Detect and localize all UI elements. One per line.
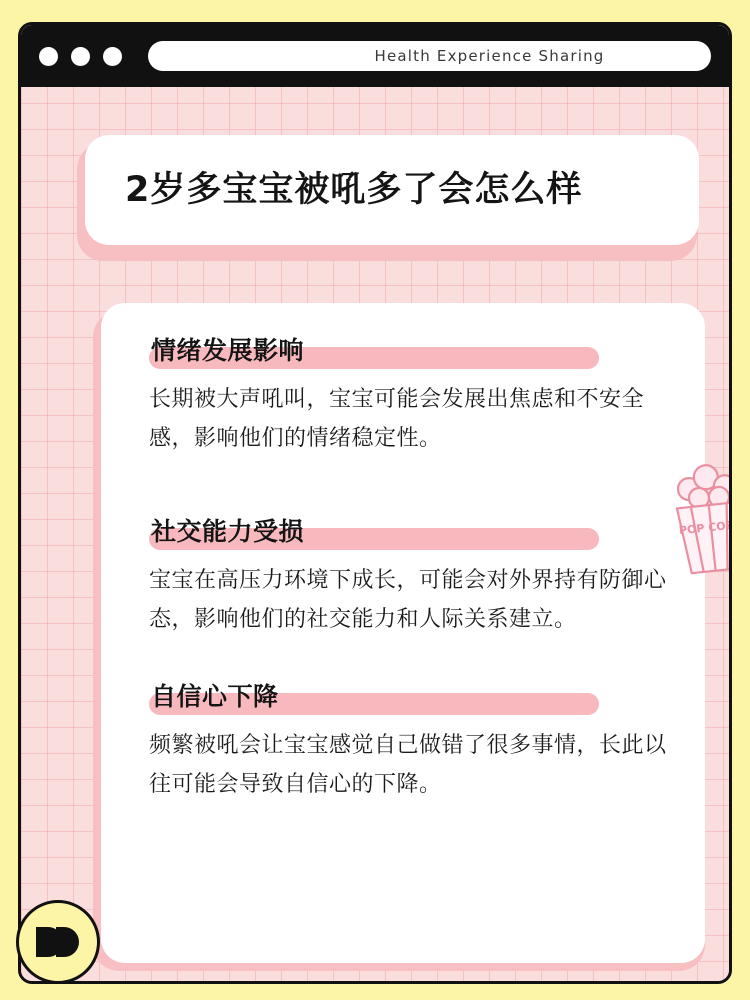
logo-mark-icon [30,924,86,960]
title-card [85,135,699,245]
section-heading-1 [149,331,667,371]
address-bar[interactable] [148,41,711,71]
heading-text: 情绪发展影响 [151,336,305,365]
section-body-1: 长期被大声吼叫，宝宝可能会发展出焦虑和不安全感，影响他们的情绪稳定性。 [149,387,645,451]
heading-text: 社交能力受损 [151,517,305,546]
heading-text: 自信心下降 [151,682,279,711]
window-controls [39,47,122,66]
section-heading-2 [149,512,667,552]
brand-logo [16,900,100,984]
section-heading-3 [149,677,667,717]
window-close-dot-icon[interactable] [39,47,58,66]
spacer [149,647,667,677]
section-body-2: 宝宝在高压力环境下成长，可能会对外界持有防御心态，影响他们的社交能力和人际关系建立。 [149,568,667,632]
content-card [101,303,705,963]
section-confidence [149,677,667,804]
window-maximize-dot-icon[interactable] [103,47,122,66]
popcorn-icon [660,453,744,582]
address-bar-text: Health Experience Sharing [374,47,605,65]
page-title: 2岁多宝宝被吼多了会怎么样 [125,170,583,210]
section-social-ability [149,512,667,639]
popcorn-label: POP CORN [678,517,744,538]
browser-top-bar [21,25,729,87]
browser-window-card [18,22,744,984]
window-minimize-dot-icon[interactable] [71,47,90,66]
section-emotional-development [149,331,667,458]
section-body-3: 频繁被吼会让宝宝感觉自己做错了很多事情，长此以往可能会导致自信心的下降。 [149,733,667,797]
spacer [149,466,667,512]
